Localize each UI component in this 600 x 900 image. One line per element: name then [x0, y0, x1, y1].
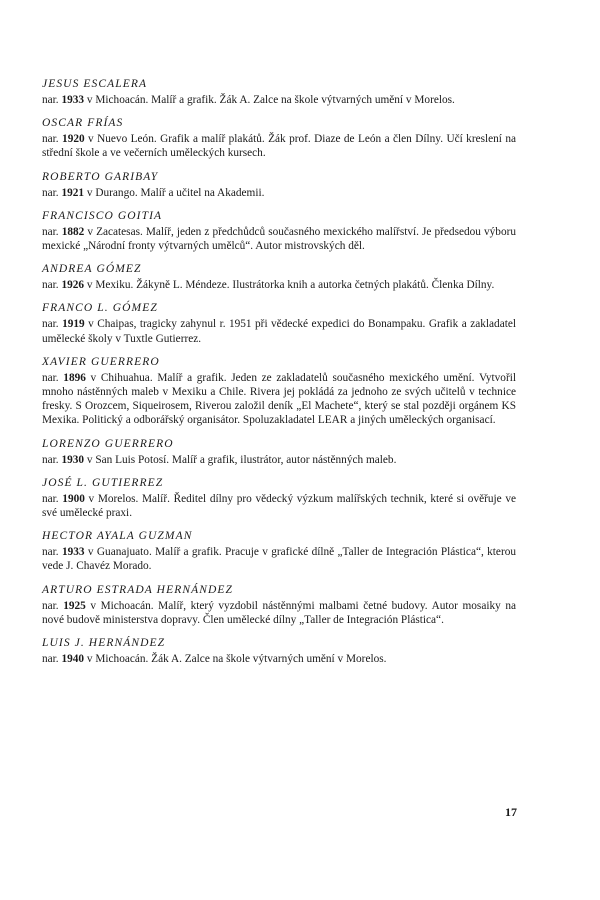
- birth-year: 1940: [61, 653, 85, 666]
- bio-prefix: nar.: [42, 225, 62, 238]
- bio-text: v Michoacán. Malíř, který vyzdobil nástěnnými malbami četné budovy. Autor mosaiky na nové budově ministerstva dopravy. Člen umělecké dílny „Taller de Integración Plástica“.: [42, 599, 516, 626]
- birth-year: 1900: [62, 492, 85, 505]
- bio-prefix: nar.: [42, 94, 62, 106]
- artist-name: LUIS J. HERNÁNDEZ: [42, 637, 166, 650]
- entry-jesus-escalera: [42, 77, 516, 107]
- bio-text: v Chaipas, tragicky zahynul r. 1951 při vědecké expedici do Bonampaku. Grafik a zakladatel umělecké školy v Tuxtle Gutierrez.: [42, 318, 516, 345]
- bio-text: v Michoacán. Malíř a grafik. Žák A. Zalce na škole výtvarných umění v Morelos.: [84, 94, 455, 106]
- artist-bio: [42, 371, 516, 428]
- bio-text: v Zacatesas. Malíř, jeden z předchůdců současného mexického malířství. Je předsedou výboru mexické „Národní fronty výtvarných umělců“. Autor mistrovských děl.: [42, 225, 516, 253]
- entry-franco-l-gomez: [42, 301, 516, 345]
- artist-name: FRANCO L. GÓMEZ: [42, 302, 158, 315]
- entry-luis-j-hernandez: [42, 636, 516, 666]
- artist-name: LORENZO GUERRERO: [42, 437, 174, 450]
- entry-hector-ayala-guzman: [42, 529, 516, 573]
- artist-bio: [42, 132, 516, 160]
- artist-bio: [42, 652, 516, 666]
- artist-name: HECTOR AYALA GUZMAN: [42, 530, 193, 543]
- bio-prefix: nar.: [42, 453, 62, 466]
- entry-arturo-estrada-hernandez: [42, 583, 516, 627]
- bio-text: v San Luis Potosí. Malíř a grafik, ilustrátor, autor nástěnných maleb.: [84, 453, 397, 466]
- bio-prefix: nar.: [42, 492, 63, 505]
- artist-bio: [42, 492, 516, 520]
- entry-roberto-garibay: [42, 170, 516, 200]
- bio-text: v Durango. Malíř a učitel na Akademii.: [84, 186, 265, 199]
- birth-year: 1926: [61, 279, 85, 292]
- bio-prefix: nar.: [42, 653, 62, 666]
- entry-lorenzo-guerrero: [42, 437, 516, 467]
- birth-year: 1921: [61, 186, 85, 199]
- bio-prefix: nar.: [42, 186, 62, 199]
- entry-xavier-guerrero: [42, 355, 516, 428]
- artist-name: ROBERTO GARIBAY: [42, 170, 159, 183]
- artist-bio: [42, 317, 516, 345]
- bio-prefix: nar.: [42, 133, 63, 146]
- artist-bio: [42, 453, 516, 467]
- birth-year: 1919: [62, 318, 85, 331]
- birth-year: 1920: [62, 133, 85, 146]
- artist-name: FRANCISCO GOITIA: [42, 209, 163, 222]
- bio-prefix: nar.: [42, 599, 64, 612]
- birth-year: 1882: [61, 225, 85, 238]
- birth-year: 1930: [61, 453, 85, 466]
- entry-jose-l-gutierrez: [42, 476, 516, 520]
- bio-prefix: nar.: [42, 546, 62, 559]
- artist-bio: [42, 545, 516, 573]
- bio-text: v Guanajuato. Malíř a grafik. Pracuje v grafické dílně „Taller de Integración Plástica“, kterou vede J. Chavéz Morado.: [42, 546, 517, 573]
- bio-text: v Chihuahua. Malíř a grafik. Jeden ze zakladatelů současného mexického umění. Vytvořil mnoho nástěnných maleb v Mexiku a Chile. Rivera jej pokládá za jednoho ze svých učitelů v technice fresky. S Orozcem, Siqueirosem, Riverou založil deník „El Machete“, který se stal později orgánem KS Mexika. Politický a odborářský organisátor. Spoluzakladatel LEAR a jiných uměleckých organisací.: [42, 371, 516, 427]
- entry-francisco-goitia: [42, 209, 516, 253]
- artist-bio: [42, 278, 516, 292]
- birth-year: 1925: [63, 599, 86, 612]
- birth-year: 1933: [61, 94, 85, 106]
- artist-bio: [42, 186, 516, 200]
- artist-name: JESUS ESCALERA: [42, 78, 148, 90]
- bio-prefix: nar.: [42, 318, 63, 331]
- artist-bio: [42, 93, 516, 107]
- artist-name: JOSÉ L. GUTIERREZ: [42, 476, 164, 489]
- bio-prefix: nar.: [42, 279, 62, 292]
- entry-andrea-gomez: [42, 262, 516, 292]
- artist-name: OSCAR FRÍAS: [42, 117, 124, 130]
- birth-year: 1896: [63, 371, 86, 384]
- bio-text: v Michoacán. Žák A. Zalce na škole výtvarných umění v Morelos.: [84, 653, 387, 666]
- biography-list: [42, 77, 516, 675]
- artist-name: ANDREA GÓMEZ: [42, 263, 142, 276]
- artist-name: XAVIER GUERRERO: [42, 355, 160, 368]
- bio-prefix: nar.: [42, 371, 64, 384]
- bio-text: v Nuevo León. Grafik a malíř plakátů. Žák prof. Diaze de León a člen Dílny. Učí kreslení na střední škole a ve večerních uměleckých kursech.: [42, 133, 517, 160]
- artist-bio: [42, 225, 516, 253]
- artist-name: ARTURO ESTRADA HERNÁNDEZ: [42, 583, 234, 596]
- bio-text: v Mexiku. Žákyně L. Méndeze. Ilustrátorka knih a autorka četných plakátů. Členka Dílny.: [84, 279, 495, 292]
- bio-text: v Morelos. Malíř. Ředitel dílny pro vědecký výzkum malířských technik, které si ověřuje ve své umělecké praxi.: [42, 492, 517, 520]
- birth-year: 1933: [61, 546, 85, 559]
- page-number: 17: [505, 805, 517, 819]
- entry-oscar-frias: [42, 116, 516, 160]
- artist-bio: [42, 599, 516, 627]
